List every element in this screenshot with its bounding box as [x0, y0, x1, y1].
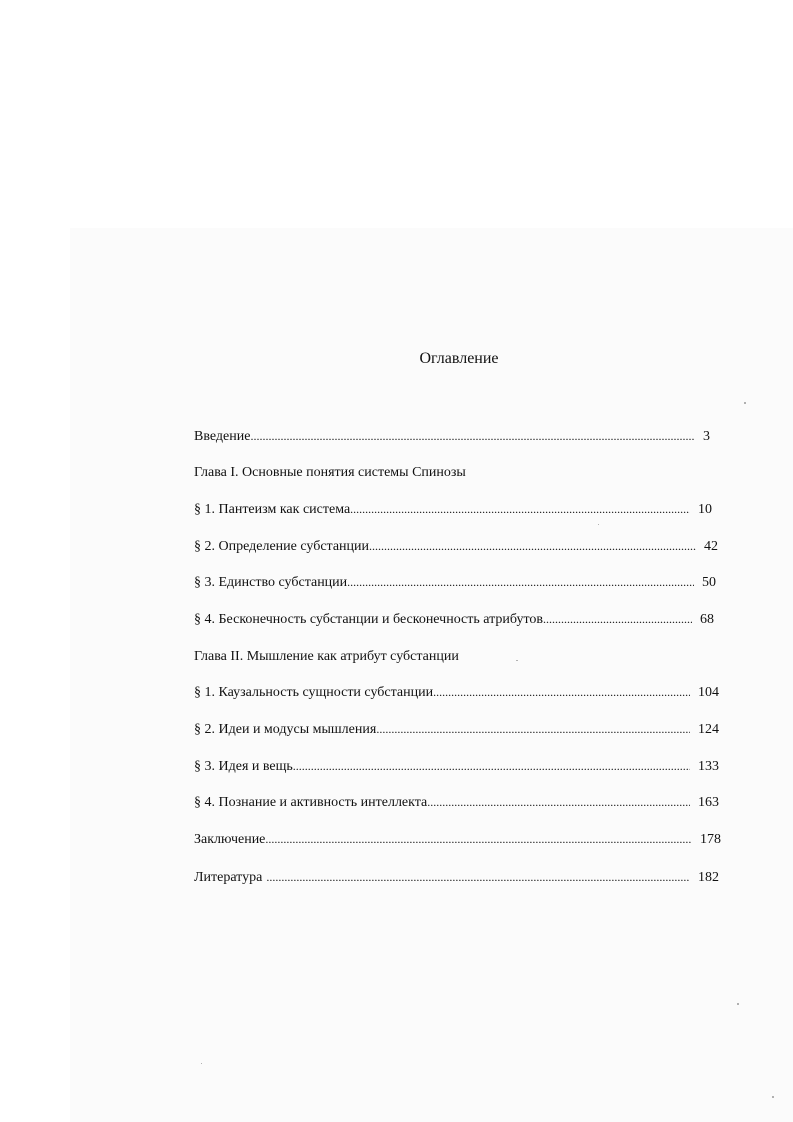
toc-entry-label: § 3. Единство субстанции — [194, 575, 348, 590]
toc-entry-ch1-s1 — [194, 498, 712, 520]
toc-leader-dots — [265, 828, 692, 850]
toc-entry-page: 68 — [700, 612, 714, 627]
toc-entry-page: 182 — [698, 870, 719, 885]
toc-leader-dots — [262, 866, 690, 888]
toc-entry-page: 10 — [698, 502, 712, 517]
toc-entry-label: Глава I. Основные понятия системы Спинозы — [194, 465, 466, 480]
toc-entry-ch2-s4 — [194, 791, 719, 813]
toc-entry-page: 42 — [704, 539, 718, 554]
toc-entry-ch1-s3 — [194, 571, 716, 593]
toc-entry-label: § 3. Идея и вещь — [194, 759, 293, 774]
toc-entry-page: 3 — [703, 429, 710, 444]
toc-entry-label: § 2. Идеи и модусы мышления — [194, 722, 377, 737]
toc-entry-label: § 4. Бесконечность субстанции и бесконечность атрибутов — [194, 612, 544, 627]
toc-entry-page: 50 — [702, 575, 716, 590]
toc-entry-label: Введение — [194, 429, 251, 444]
toc-chapter-2-heading — [194, 646, 459, 668]
toc-entry-label: Заключение — [194, 832, 266, 847]
toc-entry-conclusion — [194, 828, 721, 850]
toc-entry-label: § 2. Определение субстанции — [194, 539, 370, 554]
scan-speck — [737, 1003, 739, 1005]
toc-entry-label: Литература — [194, 870, 263, 885]
toc-leader-dots — [347, 571, 694, 593]
scan-speck — [744, 402, 746, 404]
toc-entry-ch2-s3 — [194, 755, 719, 777]
scan-speck — [201, 1063, 202, 1064]
toc-leader-dots — [376, 718, 690, 740]
toc-leader-dots — [350, 498, 690, 520]
toc-leader-dots — [427, 791, 690, 813]
toc-entry-page: 178 — [700, 832, 721, 847]
toc-entry-ch1-s4 — [194, 608, 714, 630]
toc-entry-bibliography — [194, 866, 719, 888]
toc-entry-page: 104 — [698, 685, 719, 700]
toc-entry-ch2-s1 — [194, 681, 719, 703]
toc-leader-dots — [250, 425, 695, 447]
toc-chapter-1-heading — [194, 462, 466, 484]
toc-entry-introduction — [194, 425, 710, 447]
toc-entry-page: 163 — [698, 795, 719, 810]
toc-leader-dots — [293, 755, 690, 777]
toc-entry-label: § 1. Пантеизм как система — [194, 502, 351, 517]
toc-entry-page: 124 — [698, 722, 719, 737]
scan-speck — [598, 524, 599, 525]
toc-entry-page: 133 — [698, 759, 719, 774]
toc-entry-ch1-s2 — [194, 535, 718, 557]
toc-entry-label: § 1. Каузальность сущности субстанции — [194, 685, 434, 700]
page-title: Оглавление — [419, 350, 499, 367]
toc-leader-dots — [433, 681, 690, 703]
toc-entry-label: § 4. Познание и активность интеллекта — [194, 795, 428, 810]
scan-speck — [516, 660, 518, 661]
toc-leader-dots — [369, 535, 696, 557]
toc-leader-dots — [543, 608, 692, 630]
toc-entry-label: Глава II. Мышление как атрибут субстанции — [194, 649, 459, 664]
toc-entry-ch2-s2 — [194, 718, 719, 740]
scan-speck — [772, 1096, 774, 1098]
